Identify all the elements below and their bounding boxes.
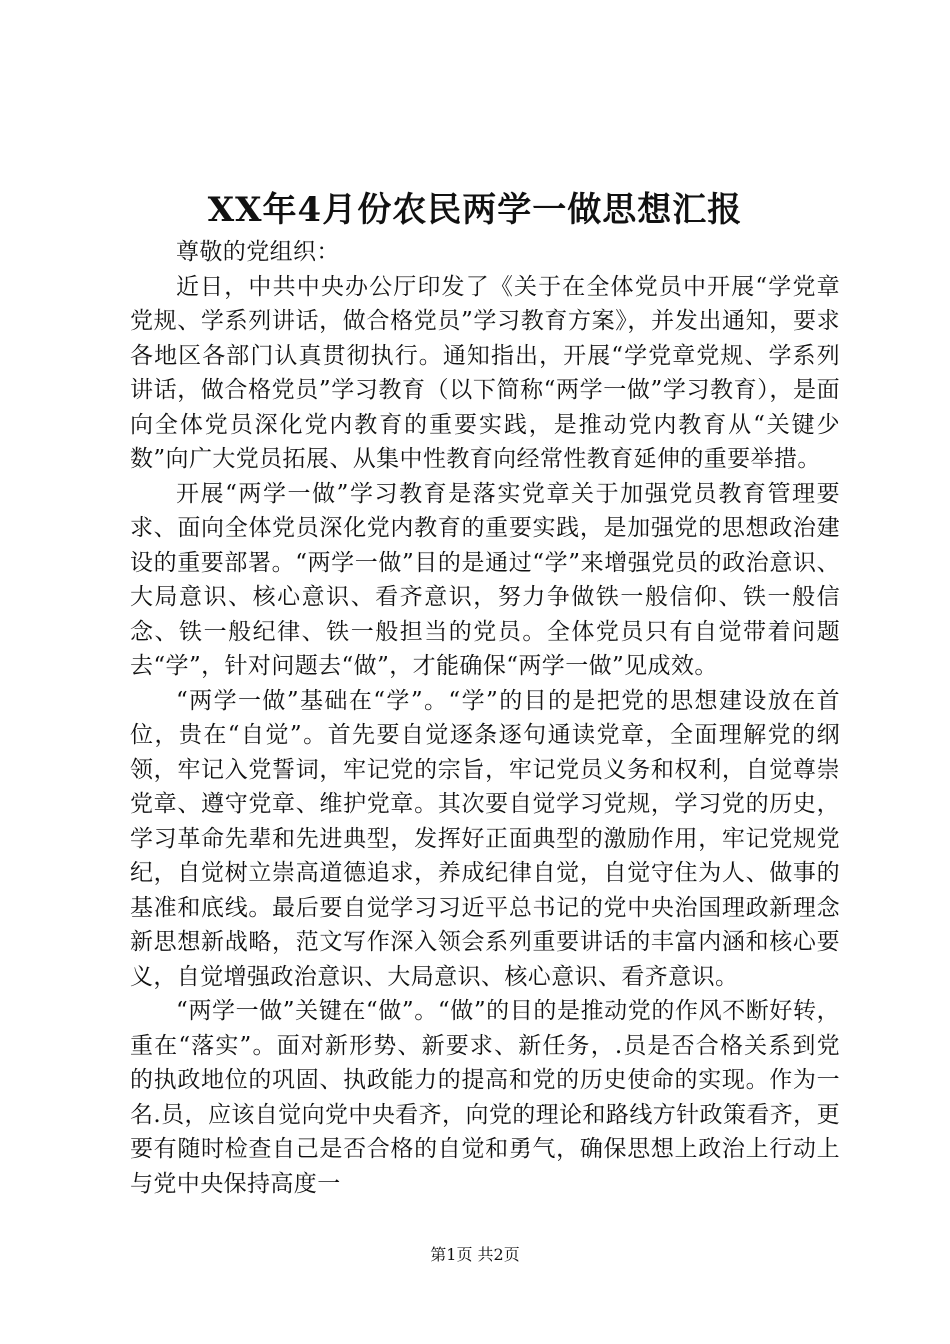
document-title: XX年4月份农民两学一做思想汇报	[207, 190, 743, 230]
paragraph-1: 近日，中共中央办公厅印发了《关于在全体党员中开展“学党章党规、学系列讲话，做合格党员”学习教育方案》，并发出通知，要求各地区各部门认真贯彻执行。通知指出，开展“学党章党规、学系列讲话，做合格党员”学习教育（以下简称“两学一做”学习教育），是面向全体党员深化党内教育的重要实践，是推动党内教育从“关键少数”向广大党员拓展、从集中性教育向经常性教育延伸的重要举措。	[130, 273, 840, 472]
paragraph-2: 开展“两学一做”学习教育是落实党章关于加强党员教育管理要求、面向全体党员深化党内教育的重要实践，是加强党的思想政治建设的重要部署。“两学一做”目的是通过“学”来增强党员的政治意识、大局意识、核心意识、看齐意识，努力争做铁一般信仰、铁一般信念、铁一般纪律、铁一般担当的党员。全体党员只有自觉带着问题去“学”，针对问题去“做”，才能确保“两学一做”见成效。	[130, 480, 840, 679]
paragraph-4: “两学一做”关键在“做”。“做”的目的是推动党的作风不断好转，重在“落实”。面对新形势、新要求、新任务，.员是否合格关系到党的执政地位的巩固、执政能力的提高和党的历史使命的实现。作为一名.员，应该自觉向党中央看齐，向党的理论和路线方针政策看齐，更要有随时检查自己是否合格的自觉和勇气，确保思想上政治上行动上与党中央保持高度一	[130, 998, 840, 1197]
salutation: 尊敬的党组织：	[176, 239, 340, 265]
document-body	[130, 235, 840, 1201]
paragraph-3: “两学一做”基础在“学”。“学”的目的是把党的思想建设放在首位，贵在“自觉”。首先要自觉逐条逐句通读党章，全面理解党的纲领，牢记入党誓词，牢记党的宗旨，牢记党员义务和权利，自觉尊崇党章、遵守党章、维护党章。其次要自觉学习党规，学习党的历史，学习革命先辈和先进典型，发挥好正面典型的激励作用，牢记党规党纪，自觉树立崇高道德追求，养成纪律自觉，自觉守住为人、做事的基准和底线。最后要自觉学习习近平总书记的党中央治国理政新理念新思想新战略，范文写作深入领会系列重要讲话的丰富内涵和核心要义，自觉增强政治意识、大局意识、核心意识、看齐意识。	[130, 687, 840, 990]
page-number-footer: 第1页 共2页	[430, 1245, 520, 1264]
